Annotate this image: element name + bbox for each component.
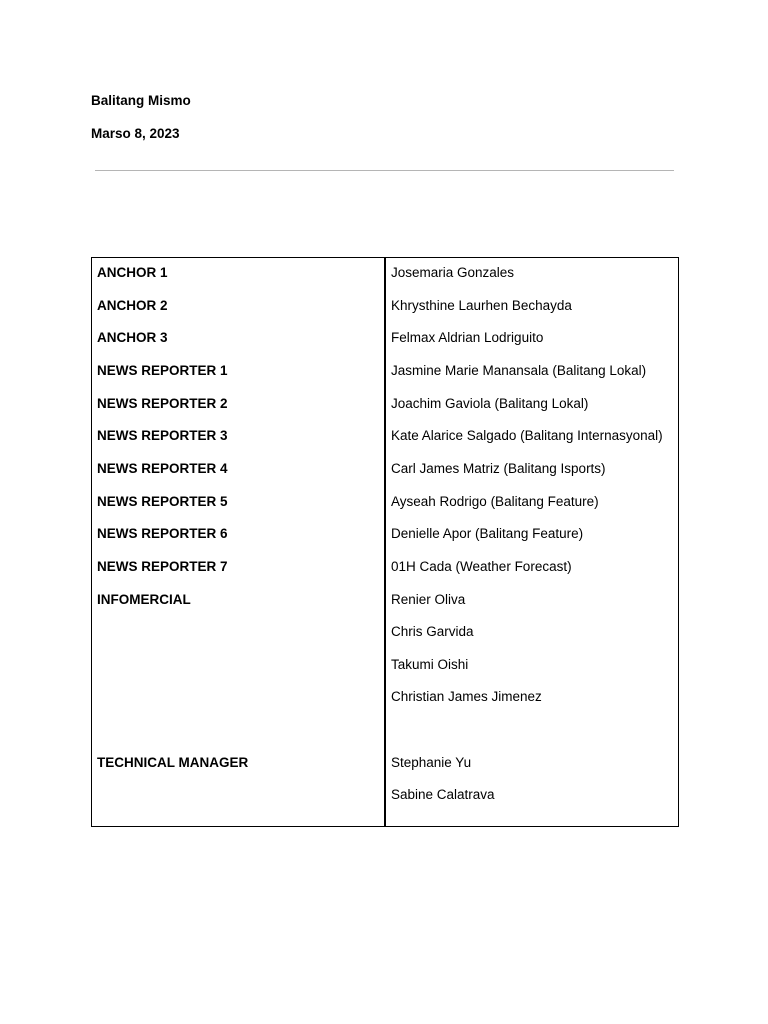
name-cell: Stephanie Yu (391, 755, 472, 770)
role-cell: ANCHOR 3 (97, 330, 168, 345)
document-date: Marso 8, 2023 (91, 126, 180, 141)
name-cell: Khrysthine Laurhen Bechayda (391, 298, 572, 313)
name-cell: Felmax Aldrian Lodriguito (391, 330, 544, 345)
role-cell: ANCHOR 2 (97, 298, 168, 313)
role-cell: NEWS REPORTER 1 (97, 363, 228, 378)
name-cell: Carl James Matriz (Balitang Isports) (391, 461, 606, 476)
role-cell: NEWS REPORTER 2 (97, 396, 228, 411)
name-cell: Denielle Apor (Balitang Feature) (391, 526, 584, 541)
name-cell: Josemaria Gonzales (391, 265, 515, 280)
name-cell: Takumi Oishi (391, 657, 469, 672)
name-cell: 01H Cada (Weather Forecast) (391, 559, 572, 574)
role-cell: ANCHOR 1 (97, 265, 168, 280)
name-cell: Renier Oliva (391, 592, 466, 607)
role-cell: NEWS REPORTER 6 (97, 526, 228, 541)
column-divider (384, 258, 386, 826)
name-cell: Christian James Jimenez (391, 689, 542, 704)
roster-table (91, 257, 679, 827)
name-cell: Joachim Gaviola (Balitang Lokal) (391, 396, 589, 411)
name-cell: Ayseah Rodrigo (Balitang Feature) (391, 494, 599, 509)
role-cell: TECHNICAL MANAGER (97, 755, 249, 770)
name-cell: Kate Alarice Salgado (Balitang Internasyonal) (391, 428, 663, 443)
name-cell: Chris Garvida (391, 624, 474, 639)
role-cell: NEWS REPORTER 5 (97, 494, 228, 509)
role-cell: INFOMERCIAL (97, 592, 191, 607)
document-title: Balitang Mismo (91, 93, 191, 108)
name-cell: Jasmine Marie Manansala (Balitang Lokal) (391, 363, 647, 378)
role-cell: NEWS REPORTER 4 (97, 461, 228, 476)
role-cell: NEWS REPORTER 7 (97, 559, 228, 574)
name-cell: Sabine Calatrava (391, 787, 495, 802)
role-cell: NEWS REPORTER 3 (97, 428, 228, 443)
horizontal-rule (95, 170, 674, 171)
